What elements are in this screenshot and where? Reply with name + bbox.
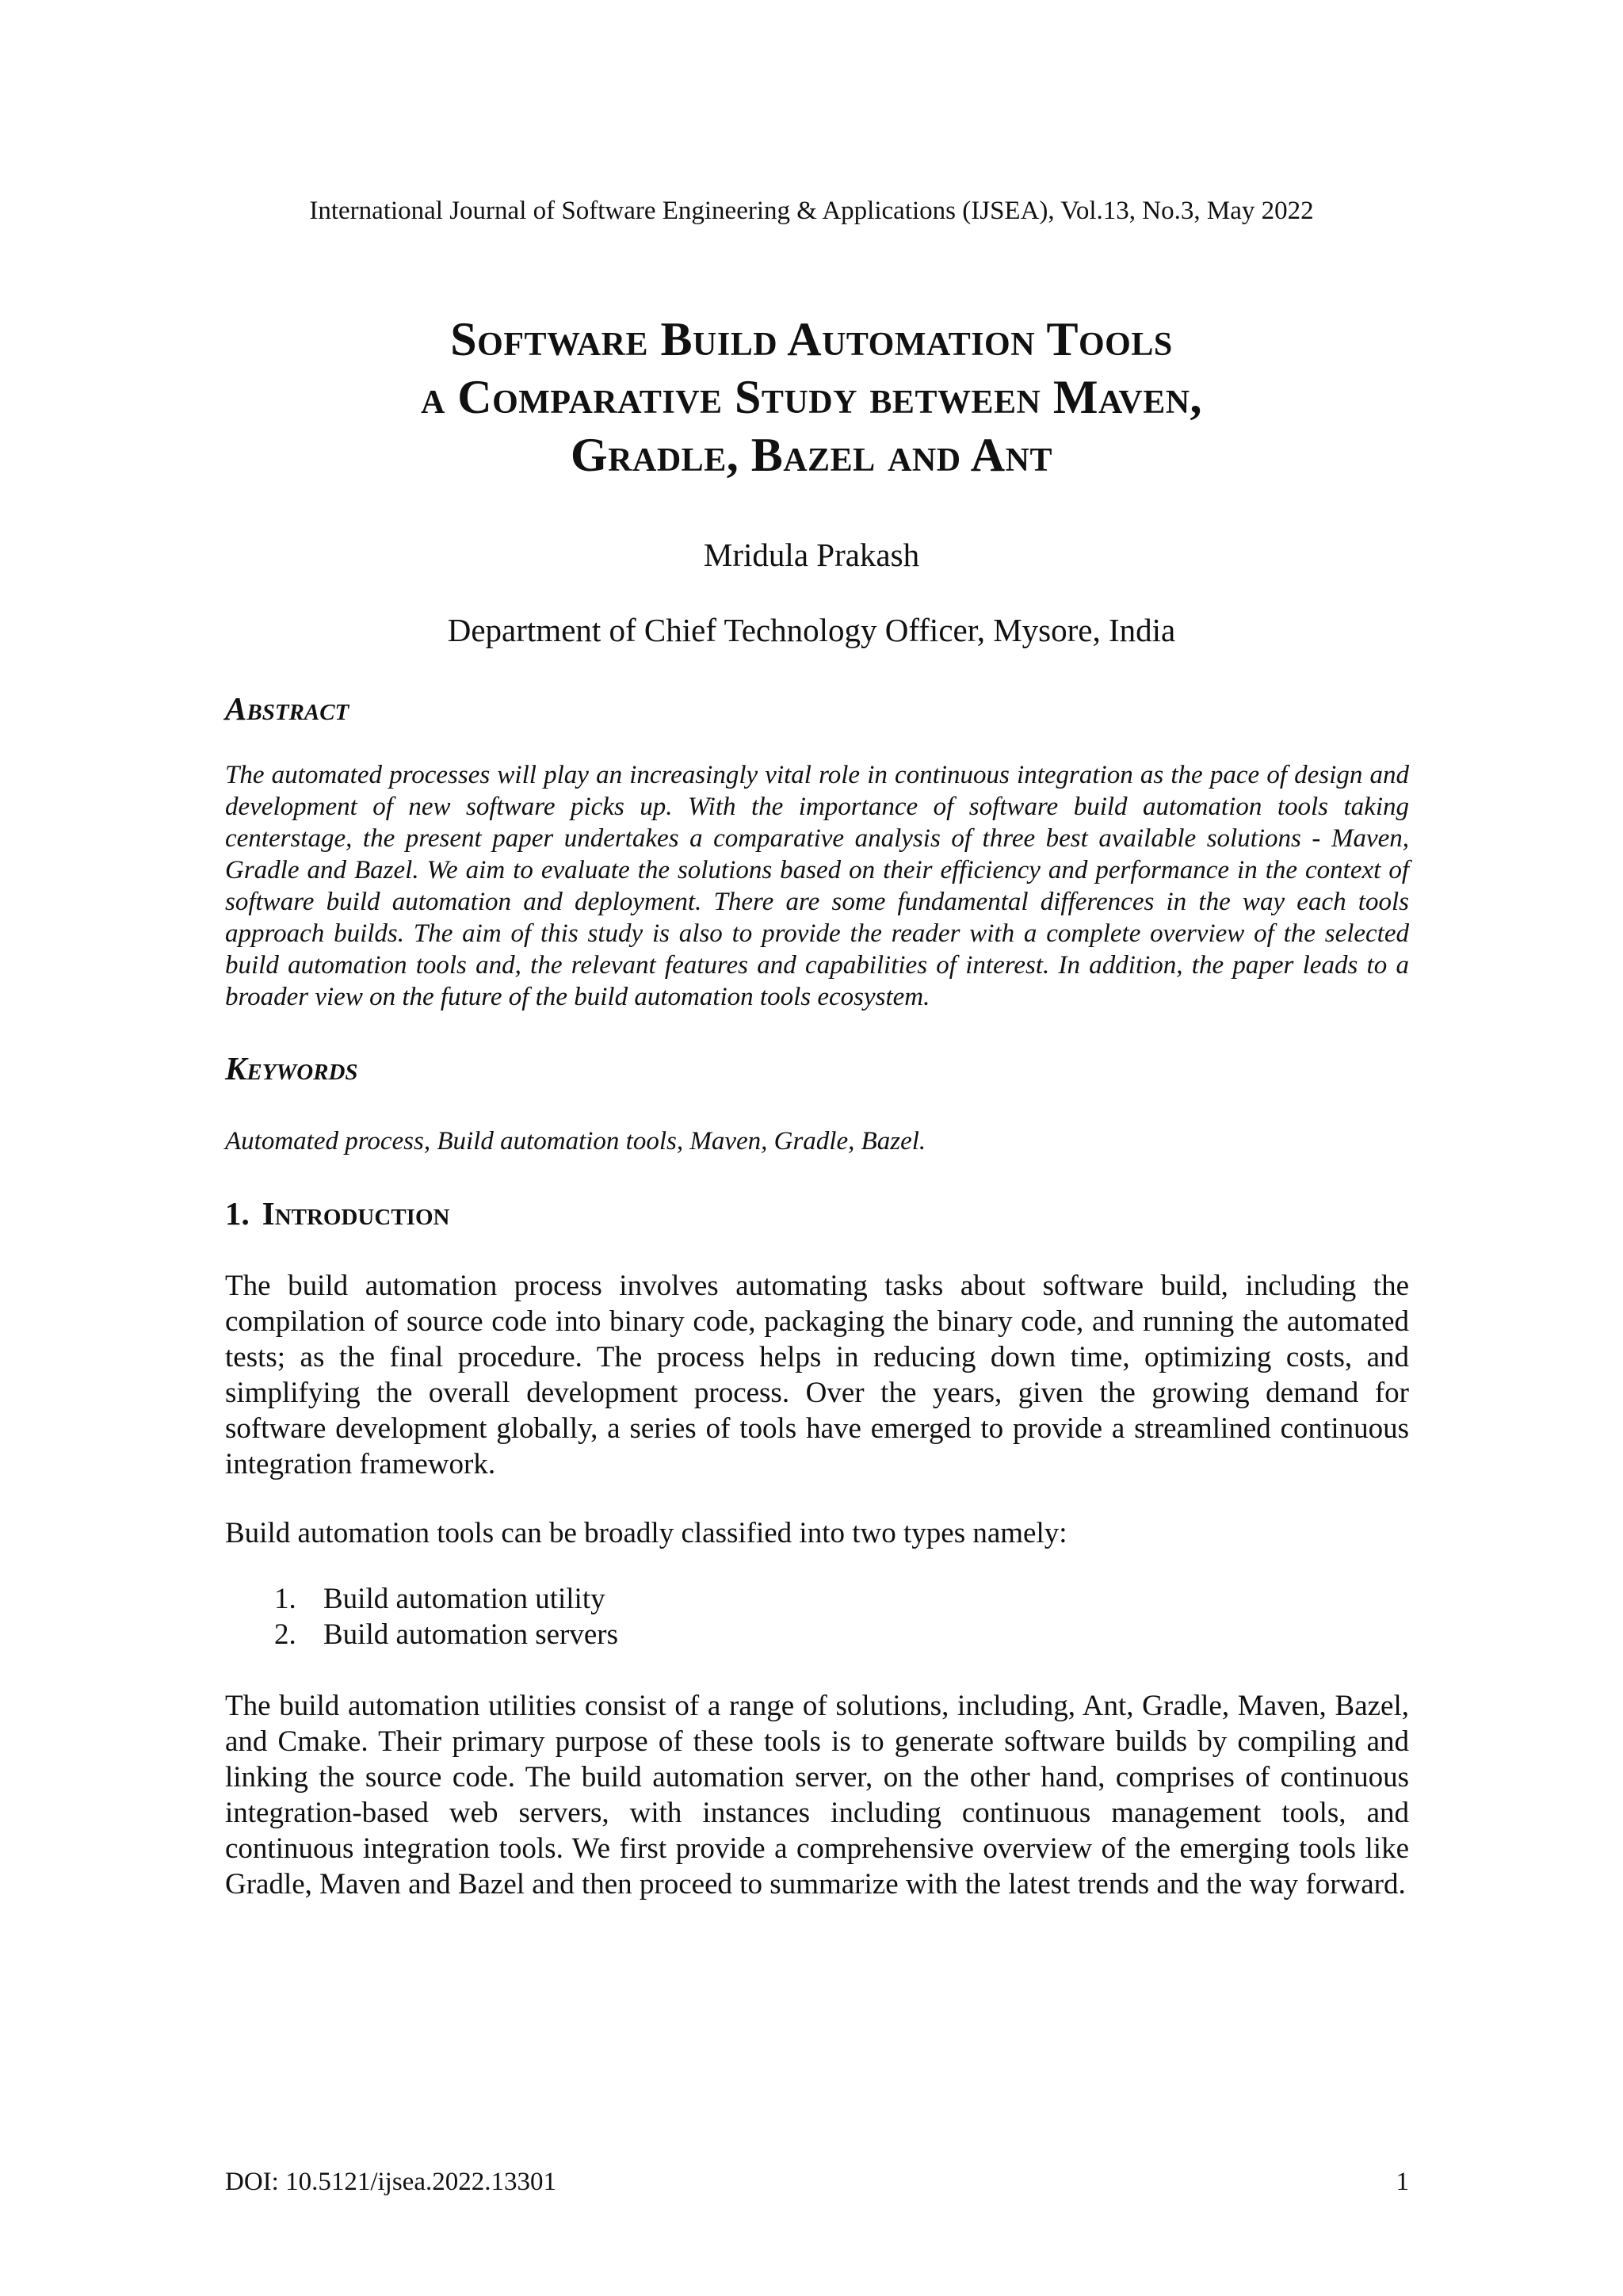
intro-paragraph-2: Build automation tools can be broadly classified into two types namely: <box>225 1517 1067 1549</box>
title-line-3: Gradle, Bazel and Ant <box>571 429 1052 481</box>
title-line-2: a Comparative Study between Maven, <box>420 371 1203 423</box>
list-item-text: Build automation servers <box>323 1618 618 1651</box>
section-number: 1. <box>225 1195 250 1232</box>
page-number: 1 <box>1396 2168 1409 2196</box>
author-name: Mridula Prakash <box>703 537 920 573</box>
section-heading-introduction <box>225 1194 449 1233</box>
running-header: International Journal of Software Engineering & Applications (IJSEA), Vol.13, No.3, May 2022 <box>309 197 1314 225</box>
keywords-text: Automated process, Build automation tools, Maven, Gradle, Bazel. <box>225 1127 926 1156</box>
section-title: Introduction <box>262 1195 450 1232</box>
build-tool-types-list <box>274 1581 618 1652</box>
footer-doi: DOI: 10.5121/ijsea.2022.13301 <box>225 2168 556 2196</box>
abstract-heading: Abstract <box>225 690 349 727</box>
list-item-number: 2. <box>274 1618 296 1651</box>
list-item <box>274 1617 618 1652</box>
list-item <box>274 1581 618 1617</box>
list-item-number: 1. <box>274 1583 296 1615</box>
author-affiliation: Department of Chief Technology Officer, Mysore, India <box>447 612 1176 648</box>
paper-title <box>0 311 1623 484</box>
abstract-text: The automated processes will play an increasingly vital role in continuous integration as the pace of design and development of new software picks up. With the importance of software build automation tools taking centerstage, the present paper undertakes a comparative analysis of three best available solutions - Maven, Gradle and Bazel. We aim to evaluate the solutions based on their efficiency and performance in the context of software build automation and deployment. There are some fundamental differences in the way each tools approach builds. The aim of this study is also to provide the reader with a complete overview of the selected build automation tools and, the relevant features and capabilities of interest. In addition, the paper leads to a broader view on the future of the build automation tools ecosystem. <box>225 761 1409 1011</box>
intro-paragraph-1: The build automation process involves automating tasks about software build, including the compilation of source code into binary code, packaging the binary code, and running the automated tests; as the final procedure. The process helps in reducing down time, optimizing costs, and simplifying the overall development process. Over the years, given the growing demand for software development globally, a series of tools have emerged to provide a streamlined continuous integration framework. <box>225 1270 1409 1480</box>
list-item-text: Build automation utility <box>323 1583 605 1615</box>
title-line-1: Software Build Automation Tools <box>450 313 1173 365</box>
keywords-heading: Keywords <box>225 1050 358 1087</box>
intro-paragraph-3: The build automation utilities consist of a range of solutions, including, Ant, Gradle, Maven, Bazel, and Cmake. Their primary purpose of these tools is to generate software builds by compiling and linking the source code. The build automation server, on the other hand, comprises of continuous integration-based web servers, with instances including continuous management tools, and continuous integration tools. We first provide a comprehensive overview of the emerging tools like Gradle, Maven and Bazel and then proceed to summarize with the latest trends and the way forward. <box>225 1690 1409 1901</box>
